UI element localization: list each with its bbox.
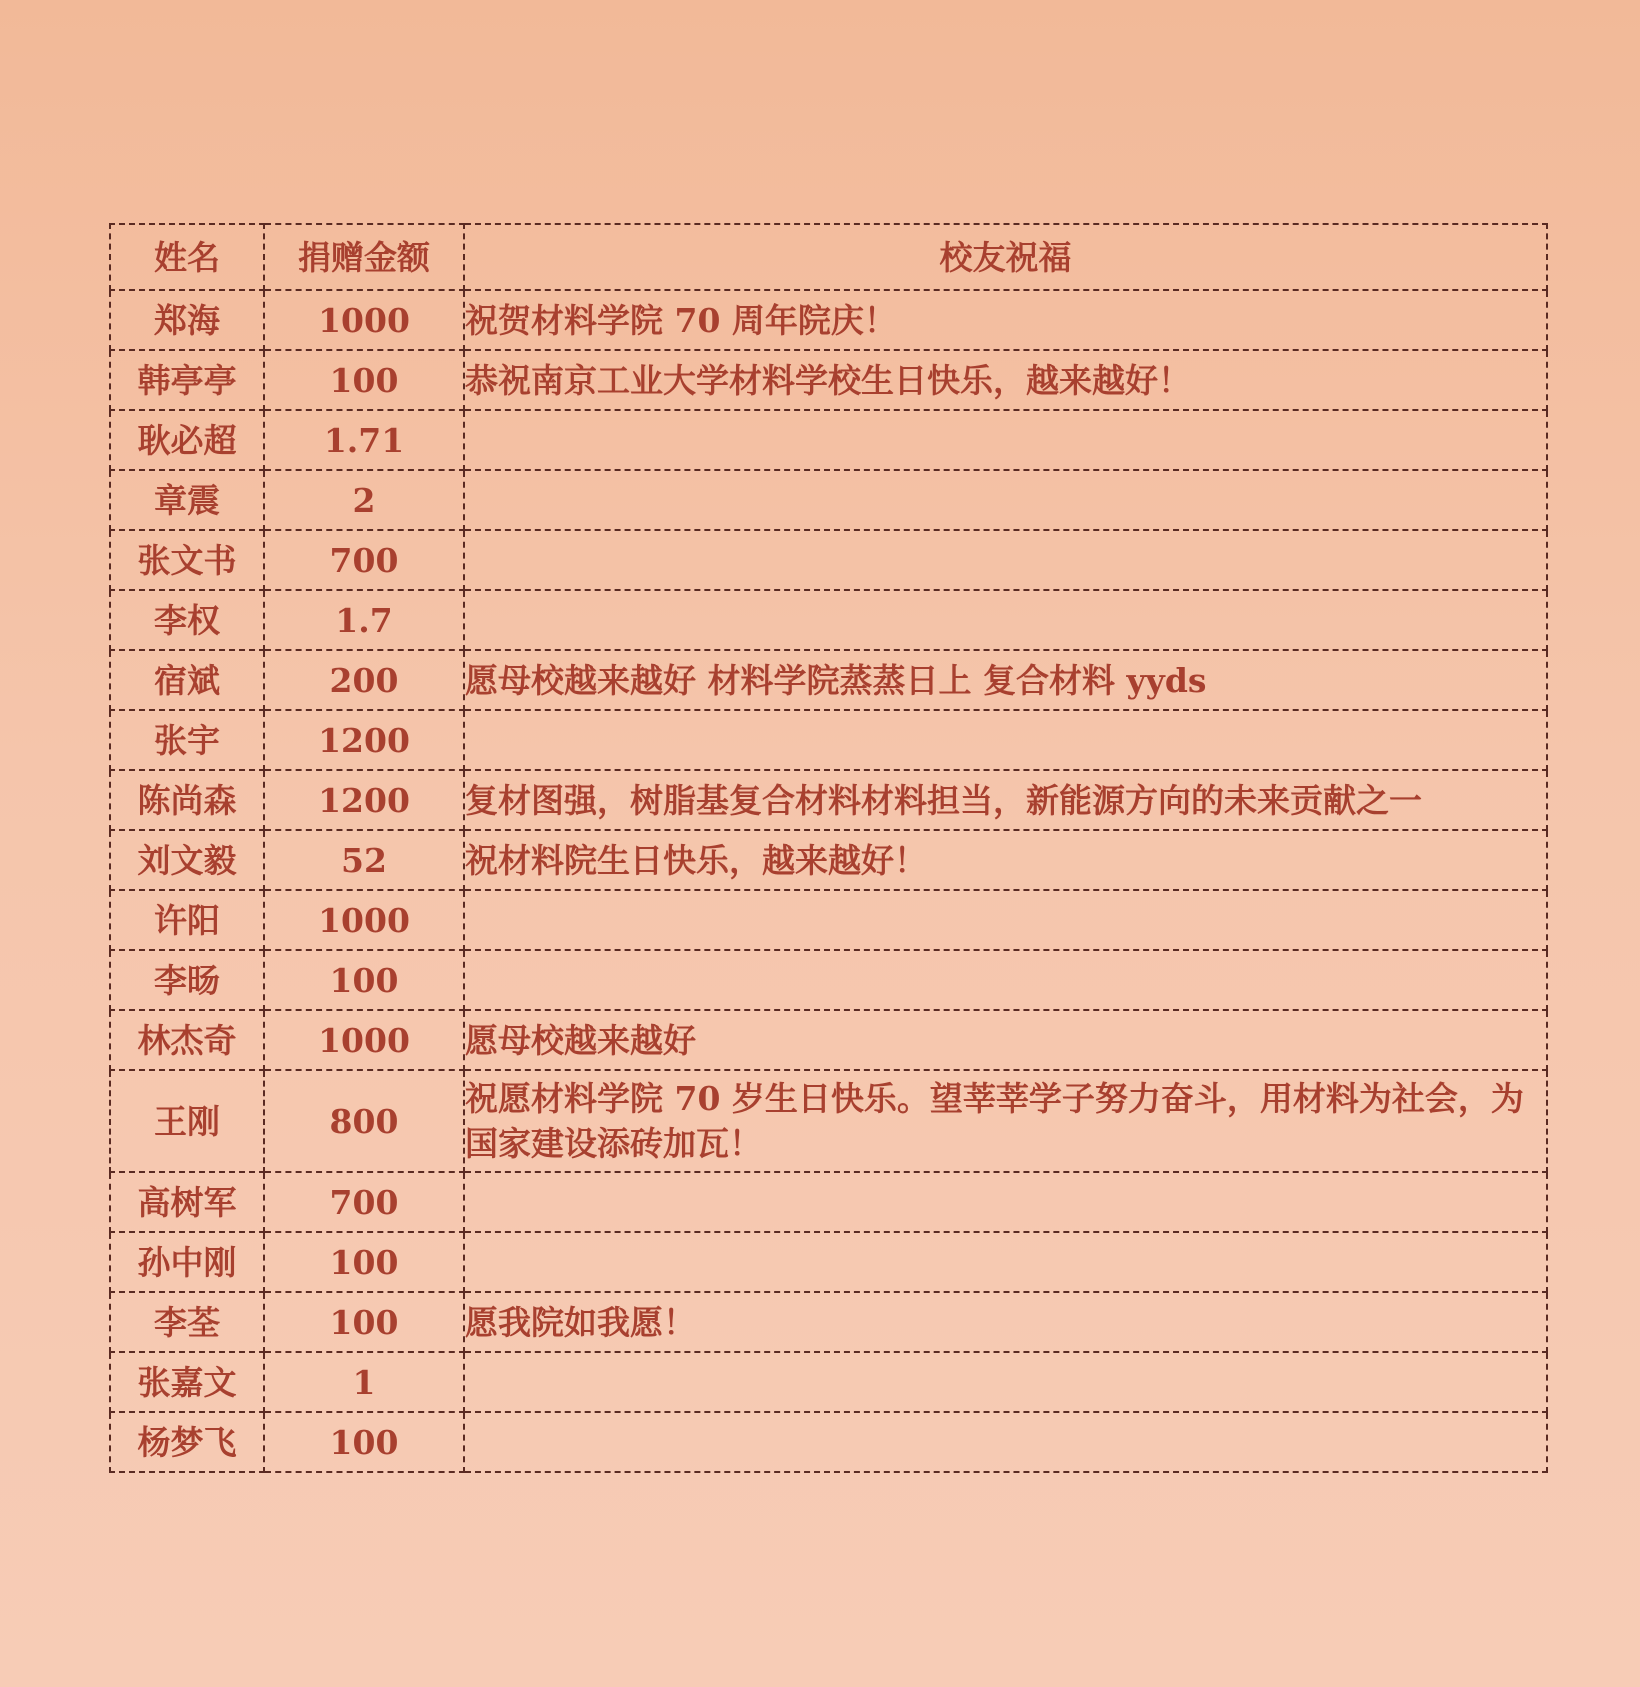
alumni-wish: 愿母校越来越好 材料学院蒸蒸日上 复合材料 yyds: [464, 650, 1547, 710]
donor-name: 郑海: [110, 290, 264, 350]
donation-amount: 100: [264, 950, 464, 1010]
table-row: [110, 1412, 1547, 1472]
table-row: [110, 770, 1547, 830]
alumni-wish: 祝愿材料学院 70 岁生日快乐。望莘莘学子努力奋斗，用材料为社会，为国家建设添砖加瓦！: [464, 1070, 1547, 1172]
table-row: [110, 410, 1547, 470]
donation-amount: 1.71: [264, 410, 464, 470]
alumni-wish: [464, 590, 1547, 650]
table-row: [110, 590, 1547, 650]
donor-name: 李旸: [110, 950, 264, 1010]
donor-name: 耿必超: [110, 410, 264, 470]
header-name: 姓名: [110, 224, 264, 290]
donation-amount: 700: [264, 530, 464, 590]
alumni-wish: [464, 410, 1547, 470]
alumni-wish: 愿母校越来越好: [464, 1010, 1547, 1070]
table-row: [110, 710, 1547, 770]
alumni-wish: [464, 1412, 1547, 1472]
alumni-wish: 祝贺材料学院 70 周年院庆！: [464, 290, 1547, 350]
donor-name: 章震: [110, 470, 264, 530]
donor-name: 韩亭亭: [110, 350, 264, 410]
table-row: [110, 470, 1547, 530]
alumni-wish: [464, 950, 1547, 1010]
donation-amount: 100: [264, 1412, 464, 1472]
donation-amount: 1000: [264, 290, 464, 350]
table-header-row: [110, 224, 1547, 290]
donor-name: 王刚: [110, 1070, 264, 1172]
donation-amount: 100: [264, 350, 464, 410]
alumni-wish: [464, 710, 1547, 770]
donation-amount: 1200: [264, 770, 464, 830]
donor-name: 张嘉文: [110, 1352, 264, 1412]
donation-amount: 800: [264, 1070, 464, 1172]
alumni-wish: [464, 470, 1547, 530]
table-row: [110, 1232, 1547, 1292]
donation-amount: 200: [264, 650, 464, 710]
table-row: [110, 1352, 1547, 1412]
alumni-wish: 愿我院如我愿！: [464, 1292, 1547, 1352]
donor-name: 刘文毅: [110, 830, 264, 890]
table-row: [110, 890, 1547, 950]
alumni-wish: [464, 1232, 1547, 1292]
donor-name: 孙中刚: [110, 1232, 264, 1292]
donation-amount: 100: [264, 1292, 464, 1352]
donor-name: 宿斌: [110, 650, 264, 710]
alumni-wish: 恭祝南京工业大学材料学校生日快乐，越来越好！: [464, 350, 1547, 410]
donor-name: 李荃: [110, 1292, 264, 1352]
donation-amount: 52: [264, 830, 464, 890]
table-row: [110, 1010, 1547, 1070]
donation-amount: 1000: [264, 890, 464, 950]
donor-name: 陈尚森: [110, 770, 264, 830]
donation-amount: 2: [264, 470, 464, 530]
alumni-wish: [464, 890, 1547, 950]
table-row: [110, 650, 1547, 710]
alumni-wish: 祝材料院生日快乐，越来越好！: [464, 830, 1547, 890]
alumni-wish: 复材图强，树脂基复合材料材料担当，新能源方向的未来贡献之一: [464, 770, 1547, 830]
table-row: [110, 830, 1547, 890]
donation-amount: 700: [264, 1172, 464, 1232]
donation-amount: 1.7: [264, 590, 464, 650]
donation-amount: 100: [264, 1232, 464, 1292]
donor-name: 林杰奇: [110, 1010, 264, 1070]
donor-name: 高树军: [110, 1172, 264, 1232]
donation-amount: 1000: [264, 1010, 464, 1070]
donor-name: 李权: [110, 590, 264, 650]
header-wish: 校友祝福: [464, 224, 1547, 290]
table-row: [110, 350, 1547, 410]
donor-name: 张宇: [110, 710, 264, 770]
donor-name: 杨梦飞: [110, 1412, 264, 1472]
alumni-wish: [464, 1352, 1547, 1412]
donation-amount: 1200: [264, 710, 464, 770]
donor-name: 张文书: [110, 530, 264, 590]
table-row: [110, 1070, 1547, 1172]
table-row: [110, 1292, 1547, 1352]
alumni-wish: [464, 1172, 1547, 1232]
table-row: [110, 290, 1547, 350]
table-row: [110, 530, 1547, 590]
header-amount: 捐赠金额: [264, 224, 464, 290]
donation-amount: 1: [264, 1352, 464, 1412]
alumni-wish: [464, 530, 1547, 590]
table-row: [110, 1172, 1547, 1232]
donor-name: 许阳: [110, 890, 264, 950]
donation-table: [109, 223, 1548, 1473]
table-row: [110, 950, 1547, 1010]
